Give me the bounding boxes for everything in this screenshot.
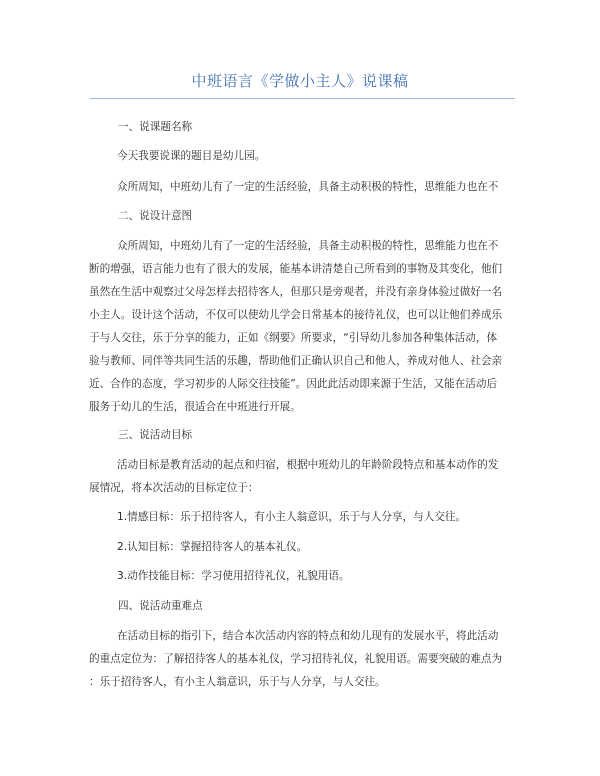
paragraph-line: 断的增强，语言能力也有了很大的发展，能基本讲清楚自己所看到的事物及其变化，他们 [89, 263, 503, 275]
paragraph-line: 众所周知，中班幼儿有了一定的生活经验，具备主动积极的特性，思维能力也在不 [117, 240, 499, 252]
paragraph-line: 于与人交往，乐于分享的能力，正如《纲要》所要求，“引导幼儿参加各种集体活动，体 [89, 332, 498, 344]
list-item: 1.情感目标：乐于招待客人，有小主人翁意识，乐于与人分享，与人交往。 [117, 511, 467, 523]
paragraph-line: 近、合作的态度，学习初步的人际交往技能”。因此此活动即来源于生活，又能在活动后 [89, 378, 498, 390]
section-heading-4: 四、说活动重难点 [118, 600, 203, 612]
paragraph-line: 众所周知，中班幼儿有了一定的生活经验，具备主动积极的特性，思维能力也在不 [117, 181, 499, 193]
paragraph-line: 服务于幼儿的生活，很适合在中班进行开展。 [89, 401, 301, 413]
paragraph-line: 虽然在生活中观察过父母怎样去招待客人，但那只是旁观者，并没有亲身体验过做好一名 [89, 286, 503, 298]
section-heading-3: 三、说活动目标 [118, 429, 193, 441]
paragraph-line: 验与教师、同伴等共同生活的乐趣，帮助他们正确认识自己和他人，养成对他人、社会亲 [89, 355, 503, 367]
paragraph-line: 的重点定位为：了解招待客人的基本礼仪，学习招待礼仪，礼貌用语。需要突破的难点为 [89, 653, 503, 665]
paragraph-line: 今天我要说课的题目是幼儿园。 [117, 150, 266, 162]
page-title: 中班语言《学做小主人》说课稿 [191, 72, 409, 90]
paragraph-line: 展情况，将本次活动的目标定位于： [89, 482, 259, 494]
paragraph-line: 在活动目标的指引下，结合本次活动内容的特点和幼儿现有的发展水平，将此活动 [117, 630, 499, 642]
paragraph-line: ：乐于招待客人，有小主人翁意识，乐于与人分享，与人交往。 [89, 676, 386, 688]
paragraph-line: 活动目标是教育活动的起点和归宿，根据中班幼儿的年龄阶段特点和基本动作的发 [117, 459, 499, 471]
list-item: 2.认知目标：掌握招待客人的基本礼仪。 [117, 541, 308, 553]
list-item: 3.动作技能目标：学习使用招待礼仪，礼貌用语。 [117, 570, 350, 582]
paragraph-line: 小主人。设计这个活动，不仅可以使幼儿学会日常基本的接待礼仪，也可以让他们养成乐 [89, 309, 503, 321]
title-divider [90, 98, 515, 99]
section-heading-1: 一、说课题名称 [118, 121, 193, 133]
section-heading-2: 二、说设计意图 [118, 210, 193, 222]
